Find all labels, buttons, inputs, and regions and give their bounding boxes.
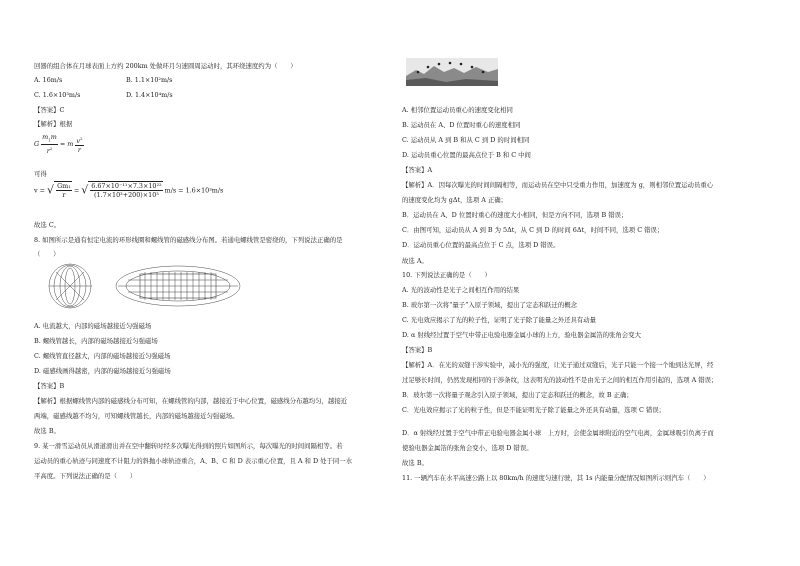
question-9-line-3: 平高度。下列说法正确的是（ ） <box>34 472 137 480</box>
analysis-label: 【解析】根据 <box>34 120 73 128</box>
q10-option-d: D. α 射线经过置于空气中带正电验电器金属小球的上方，验电器金属箔的张角会变大 <box>402 331 641 339</box>
q8-option-a: A. 电流越大，内部的磁场越接近匀强磁场 <box>34 322 152 330</box>
question-11-stem: 11. 一辆汽车在水平高速公路上以 80km/h 的速度匀速行驶，其 1s 内能量分配情况如图所示则汽车（ ） <box>402 474 710 482</box>
option-c: C. 1.6×10³m/s <box>34 91 81 99</box>
q10-analysis-6: 使验电器金属箔的张角会变小，选项 D 错误。 <box>402 444 533 452</box>
question-10-stem: 10. 下列说法正确的是（ ） <box>402 271 491 279</box>
q10-option-b: B. 玻尔第一次将“量子”入原子领域，提出了定态和跃迁的概念 <box>402 301 578 309</box>
solenoid-field <box>116 266 240 306</box>
question-7-stem-tail: 回器的组合体在月球表面上方约 200km 处做环月匀速圆周运动时，其环绕速度约为（ ） <box>34 62 297 70</box>
formula-velocity: v = √ $\frac{\text{Gm₁}}{r}$ = √ $\frac{\text{6.67×10⁻¹¹×7.3×10²²}}{\text{(1.7×10³+200)×10³}}$ m/s = 1.6×10³m/s <box>34 182 224 199</box>
q8-analysis-2: 两端，磁感线越不均匀，可知螺线管越长，内部的磁场越接近匀强磁场。 <box>34 412 239 420</box>
sqrt1-num: Gm₁ <box>57 182 71 190</box>
formula-v-rhs: m/s = 1.6×10³m/s <box>164 186 224 195</box>
q9-analysis-4: C．由图可知，运动员从 A 到 B 为 5Δt，从 C 到 D 的时间 6Δt，时间不同，选项 C 错误； <box>402 226 664 234</box>
question-8-stem: 8. 如图所示是通有恒定电流的环形线圈和螺线管的磁感线分布图。若通电螺线管是密绕的，下列说法正确的是 <box>34 236 343 244</box>
q10-answer: 【答案】B <box>402 346 433 354</box>
q10-analysis-1: 【解析】A．在光的双缝干涉实验中，减小光的强度，让光子通过双缝后，光子只能一个接一个地到达光屏，经 <box>402 361 714 369</box>
q10-analysis-3: B．玻尔第一次将量子观念引入原子领域，提出了定态和跃迁的概念，故 B 正确； <box>402 391 633 399</box>
sqrt1-den: r <box>62 191 66 199</box>
q9-option-a: A. 相邻位置运动员重心的速度变化相同 <box>402 106 513 114</box>
q10-option-a: A. 光的波动性是光子之间相互作用的结果 <box>402 286 520 294</box>
choose-b: 故选 B。 <box>34 427 60 435</box>
choose-c: 故选 C。 <box>34 221 61 229</box>
ski-jump-photo <box>406 58 498 86</box>
q8-option-b: B. 螺线管越长，内部的磁场越接近匀强磁场 <box>34 337 158 345</box>
question-9-line-2: 运动员的重心轨迹与同速度不计阻力的斜抛小球轨迹重合，A、B、C 和 D 表示重心位置，且 A 和 D 处于同一水 <box>34 457 353 465</box>
question-8-paren: （ ） <box>34 250 60 258</box>
choose-a: 故选 A。 <box>402 257 428 265</box>
q9-answer: 【答案】A <box>402 166 433 174</box>
q9-option-c: C. 运动员从 A 到 B 和从 C 到 D 的时间相同 <box>402 136 530 144</box>
formula-gravitation: G $\frac{m_1m}{r^2}$ = m $\frac{v^2}{r}$ <box>34 133 83 156</box>
q9-analysis-2: 的速度变化均为 gΔt，选项 A 正确； <box>402 196 508 204</box>
q10-analysis-2: 过足够长时间，仍然发现相同的干涉条纹，这表明光的波动性不是由光子之间的相互作用引起的，选项 A 错误； <box>402 376 718 384</box>
q8-option-c: C. 螺线管直径越大，内部的磁场越接近匀强磁场 <box>34 352 171 360</box>
q9-analysis-1: 【解析】A．因每次曝光的时间间隔相等，而运动员在空中只受重力作用，加速度为 g，则相邻位置运动员重心 <box>402 181 714 189</box>
q10-analysis-5: D．α 射线经过置于空气中带正电验电器金属小球 上方时，会使金属球附近的空气电离，金属球吸引负离子而 <box>402 429 714 437</box>
option-a: A. 16m/s <box>34 76 63 84</box>
sqrt2-num: 6.67×10⁻¹¹×7.3×10²² <box>91 182 162 190</box>
left-column <box>34 0 374 566</box>
answer-label: 【答案】C <box>34 106 65 114</box>
q8-analysis-1: 【解析】根据螺线管内部的磁感线分布可知，在螺线管的内部，越接近于中心位置，磁感线分布越均匀，越接近 <box>34 397 348 405</box>
q8-option-d: D. 磁感线画得越密，内部的磁场越接近匀强磁场 <box>34 367 171 375</box>
q9-option-d: D. 运动员重心位置的最高点位于 B 和 C 中间 <box>402 151 531 159</box>
formula-eq: = <box>73 186 80 195</box>
option-d: D. 1.4×10⁴m/s <box>126 91 173 99</box>
q8-answer: 【答案】B <box>34 382 65 390</box>
q9-option-b: B. 运动员在 A、D 位置时重心的速度相同 <box>402 121 521 129</box>
formula-v-lhs: v = <box>34 186 45 195</box>
question-9-line-1: 9. 某一滑雪运动员从滑道滑出并在空中翻转时经多次曝光得到的照片如图所示，每次曝光的时间间隔相等。若 <box>34 442 343 450</box>
q9-analysis-5: D．运动员重心位置的最高点位于 C 点，选项 D 错误。 <box>402 241 560 249</box>
q10-analysis-4: C．光电效应揭示了光的粒子性，但是不能证明光子除了能量之外还具有动量，选项 C 错误； <box>402 406 666 414</box>
q10-option-c: C. 光电效应揭示了光的粒子性，证明了光子除了能量之外还具有动量 <box>402 316 597 324</box>
ring-coil-field <box>49 264 92 308</box>
right-column <box>402 0 742 566</box>
magnetic-field-figure <box>48 262 243 310</box>
choose-b-2: 故选 B。 <box>402 459 428 467</box>
q9-analysis-3: B．运动员在 A、D 位置时重心的速度大小相同，但是方向不同，选项 B 错误； <box>402 211 628 219</box>
kede-label: 可得 <box>34 170 47 178</box>
sqrt2-den: (1.7×10³+200)×10³ <box>94 191 159 199</box>
option-b: B. 1.1×10²m/s <box>126 76 173 84</box>
